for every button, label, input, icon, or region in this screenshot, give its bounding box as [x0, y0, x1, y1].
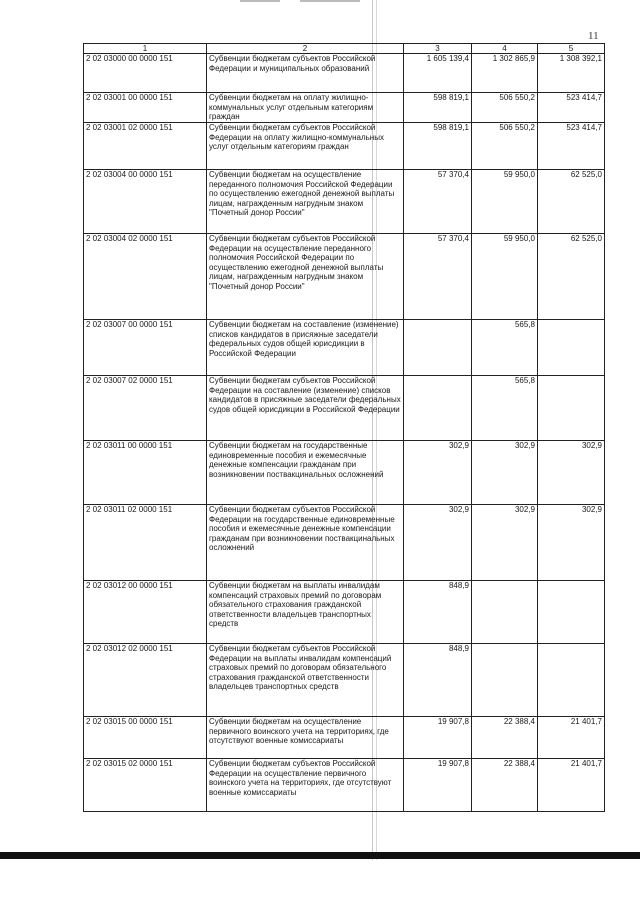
value-col4	[472, 644, 538, 717]
budget-code: 2 02 03015 02 0000 151	[84, 759, 207, 812]
value-col5	[538, 320, 605, 376]
value-col4: 302,9	[472, 441, 538, 505]
value-col3: 598 819,1	[404, 123, 472, 170]
value-col5: 302,9	[538, 505, 605, 581]
column-header: 4	[472, 44, 538, 54]
budget-code: 2 02 03001 00 0000 151	[84, 93, 207, 123]
value-col3	[404, 320, 472, 376]
table-row	[84, 54, 605, 93]
budget-code: 2 02 03012 00 0000 151	[84, 581, 207, 644]
value-col3: 57 370,4	[404, 170, 472, 234]
item-name: Субвенции бюджетам на государственные единовременные пособия и ежемесячные денежные компенсации гражданам при возникновении поствакцинальных осложнений	[207, 441, 404, 505]
item-name: Субвенции бюджетам на оплату жилищно-коммунальных услуг отдельным категориям граждан	[207, 93, 404, 123]
scan-edge-bar	[0, 852, 640, 859]
table-row	[84, 441, 605, 505]
column-header: 3	[404, 44, 472, 54]
table-row	[84, 759, 605, 812]
value-col3: 848,9	[404, 581, 472, 644]
value-col4: 565,8	[472, 376, 538, 441]
budget-code: 2 02 03004 02 0000 151	[84, 234, 207, 320]
value-col3	[404, 376, 472, 441]
column-header: 2	[207, 44, 404, 54]
value-col4	[472, 581, 538, 644]
value-col3: 1 605 139,4	[404, 54, 472, 93]
scan-mark	[300, 0, 360, 2]
value-col4: 1 302 865,9	[472, 54, 538, 93]
item-name: Субвенции бюджетам на осуществление переданного полномочия Российской Федерации по осуществлению ежегодной денежной выплаты лицам, награжденным нагрудным знаком "Почетный донор России"	[207, 170, 404, 234]
value-col5	[538, 644, 605, 717]
budget-code: 2 02 03012 02 0000 151	[84, 644, 207, 717]
budget-code: 2 02 03007 00 0000 151	[84, 320, 207, 376]
value-col4: 59 950,0	[472, 234, 538, 320]
value-col4: 22 388,4	[472, 759, 538, 812]
value-col5: 1 308 392,1	[538, 54, 605, 93]
value-col4: 506 550,2	[472, 93, 538, 123]
value-col5: 302,9	[538, 441, 605, 505]
value-col5: 523 414,7	[538, 123, 605, 170]
value-col4: 22 388,4	[472, 717, 538, 759]
page-number: 11	[588, 30, 599, 42]
value-col3: 598 819,1	[404, 93, 472, 123]
budget-code: 2 02 03011 00 0000 151	[84, 441, 207, 505]
table-row	[84, 581, 605, 644]
item-name: Субвенции бюджетам субъектов Российской Федерации на государственные единовременные пособия и ежемесячные денежные компенсации гражданам при возникновении поствакцинальных осложнений	[207, 505, 404, 581]
budget-code: 2 02 03007 02 0000 151	[84, 376, 207, 441]
value-col5	[538, 581, 605, 644]
budget-code: 2 02 03001 02 0000 151	[84, 123, 207, 170]
value-col5: 523 414,7	[538, 93, 605, 123]
value-col5: 62 525,0	[538, 170, 605, 234]
value-col4: 506 550,2	[472, 123, 538, 170]
column-header: 1	[84, 44, 207, 54]
table-row	[84, 376, 605, 441]
value-col3: 848,9	[404, 644, 472, 717]
value-col3: 302,9	[404, 441, 472, 505]
item-name: Субвенции бюджетам на осуществление первичного воинского учета на территориях, где отсутствуют военные комиссариаты	[207, 717, 404, 759]
value-col5	[538, 376, 605, 441]
value-col5: 62 525,0	[538, 234, 605, 320]
value-col4: 59 950,0	[472, 170, 538, 234]
budget-code: 2 02 03011 02 0000 151	[84, 505, 207, 581]
budget-code: 2 02 03000 00 0000 151	[84, 54, 207, 93]
item-name: Субвенции бюджетам субъектов Российской Федерации на осуществление первичного воинского учета на территориях, где отсутствуют военные комиссариаты	[207, 759, 404, 812]
table-row	[84, 234, 605, 320]
value-col4: 565,8	[472, 320, 538, 376]
table-row	[84, 170, 605, 234]
item-name: Субвенции бюджетам субъектов Российской Федерации на оплату жилищно-коммунальных услуг отдельным категориям граждан	[207, 123, 404, 170]
item-name: Субвенции бюджетам субъектов Российской Федерации на составление (изменение) списков кандидатов в присяжные заседатели федеральных судов общей юрисдикции в Российской Федерации	[207, 376, 404, 441]
table-row	[84, 93, 605, 123]
value-col3: 302,9	[404, 505, 472, 581]
budget-code: 2 02 03004 00 0000 151	[84, 170, 207, 234]
column-header: 5	[538, 44, 605, 54]
item-name: Субвенции бюджетам на составление (изменение) списков кандидатов в присяжные заседатели федеральных судов общей юрисдикции в Российской Федерации	[207, 320, 404, 376]
table-row	[84, 505, 605, 581]
value-col3: 19 907,8	[404, 759, 472, 812]
value-col5: 21 401,7	[538, 717, 605, 759]
item-name: Субвенции бюджетам субъектов Российской Федерации и муниципальных образований	[207, 54, 404, 93]
table-row	[84, 123, 605, 170]
budget-table	[83, 43, 605, 812]
item-name: Субвенции бюджетам субъектов Российской Федерации на осуществление переданного полномочия Российской Федерации по осуществлению ежегодной денежной выплаты лицам, награжденным нагрудным знаком "Почетный донор России"	[207, 234, 404, 320]
value-col4: 302,9	[472, 505, 538, 581]
table-row	[84, 717, 605, 759]
item-name: Субвенции бюджетам субъектов Российской Федерации на выплаты инвалидам компенсаций страховых премий по договорам обязательного страхования гражданской ответственности владельцев транспортных средств	[207, 644, 404, 717]
table-row	[84, 644, 605, 717]
value-col3: 19 907,8	[404, 717, 472, 759]
table-row	[84, 320, 605, 376]
budget-code: 2 02 03015 00 0000 151	[84, 717, 207, 759]
item-name: Субвенции бюджетам на выплаты инвалидам компенсаций страховых премий по договорам обязательного страхования гражданской ответственности владельцев транспортных средств	[207, 581, 404, 644]
value-col5: 21 401,7	[538, 759, 605, 812]
scan-mark	[240, 0, 280, 2]
value-col3: 57 370,4	[404, 234, 472, 320]
table-header-row	[84, 44, 605, 54]
